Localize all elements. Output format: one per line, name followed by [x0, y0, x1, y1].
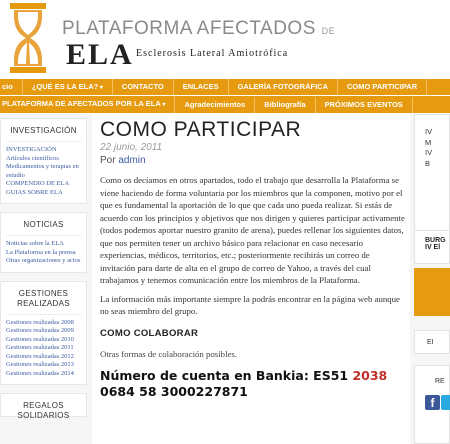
gestiones-link-0[interactable]: Gestiones realizadas 2008	[6, 318, 74, 326]
noticias-heading: NOTICIAS	[6, 217, 81, 236]
main-nav-item-4[interactable]: GALERÍA FOTOGRÁFICA	[229, 79, 338, 95]
gestiones-heading: GESTIONES REALIZADAS	[6, 286, 81, 315]
secondary-nav-item-2[interactable]: Bibliografía	[255, 97, 315, 113]
noticias-widget	[0, 212, 87, 273]
investigacion-link-0[interactable]: INVESTIGACIÓN	[6, 146, 57, 153]
gestiones-widget	[0, 281, 87, 386]
gestiones-link-6[interactable]: Gestiones realizadas 2014	[6, 369, 74, 377]
right-widget-burgos[interactable]	[414, 230, 450, 264]
account-label: Número de cuenta en Bankia: ES51	[100, 367, 349, 383]
gestiones-link-5[interactable]: Gestiones realizadas 2013	[6, 361, 74, 368]
post-date: 22 junio, 2011	[100, 142, 163, 153]
noticias-link-1[interactable]: La Plataforma en la prensa	[6, 248, 76, 256]
noticias-link-2[interactable]: Otras organizaciones y actos	[6, 257, 81, 264]
main-nav	[0, 79, 450, 95]
info-paragraph: La información más importante siempre la podrás encontrar en la página web aunque no seas miembro del grupo.	[100, 293, 400, 316]
left-sidebar	[0, 118, 87, 425]
main-nav-item-1[interactable]: ¿QUÉ ES LA ELA? ▾	[23, 79, 113, 95]
gestiones-link-4[interactable]: Gestiones realizadas 2012	[6, 352, 74, 360]
investigacion-links	[6, 146, 81, 197]
twitter-icon[interactable]	[441, 395, 450, 410]
author-link[interactable]: admin	[118, 155, 146, 166]
gestiones-link-2[interactable]: Gestiones realizadas 2010	[6, 335, 74, 343]
main-nav-item-0[interactable]: cio	[0, 79, 23, 95]
investigacion-link-3[interactable]: COMPENDIO DE ELA	[6, 180, 70, 187]
site-title[interactable]	[62, 18, 335, 40]
right-widget-burgos-text: BURG IV El	[425, 237, 446, 251]
colaborar-text: Otras formas de colaboración posibles.	[100, 348, 238, 359]
investigacion-heading: INVESTIGACIÓN	[6, 123, 81, 142]
main-content	[100, 118, 405, 400]
right-widget-top	[414, 114, 450, 232]
site-subtitle: Esclerosis Lateral Amiotrófica	[136, 48, 289, 59]
account-number: 0684 58 3000227871	[100, 383, 248, 399]
right-widget-middle	[414, 330, 450, 354]
gestiones-link-1[interactable]: Gestiones realizadas 2009	[6, 327, 74, 334]
post-author	[100, 155, 405, 166]
secondary-nav-item-3[interactable]: PRÓXIMOS EVENTOS	[316, 97, 413, 113]
right-orange-banner[interactable]	[414, 268, 450, 316]
regalos-widget	[0, 393, 87, 420]
ela-logo-text[interactable]: ELA	[66, 38, 134, 71]
secondary-nav	[0, 96, 450, 113]
investigacion-widget	[0, 118, 87, 204]
investigacion-link-2[interactable]: Medicamentos y terapias en estudio	[6, 163, 79, 179]
noticias-link-0[interactable]: Noticias sobre la ELA	[6, 240, 64, 247]
facebook-icon[interactable]: f	[425, 395, 440, 410]
right-widget-social-text: RE	[435, 378, 445, 385]
como-colaborar-heading: COMO COLABORAR	[100, 327, 199, 339]
secondary-nav-item-1[interactable]: Agradecimientos	[175, 97, 255, 113]
right-widget-top-text: IV M IV B	[425, 127, 433, 168]
main-nav-item-2[interactable]: CONTACTO	[113, 79, 174, 95]
site-title-suffix: DE	[321, 26, 336, 36]
regalos-heading: REGALOS SOLIDARIOS	[17, 401, 70, 420]
intro-paragraph: Como os decíamos en otros apartados, todo el trabajo que desarrolla la Plataforma se viene haciendo de forma voluntaria por los miembros que la componen, motivo por el que es fundamental la aportación de lo que que cada uno pueda realizar. Si estás de acuerdo con los principios y objetivos que nos dirigen y quieres participar activamente (todos podemos aportar nuestro granito de arena), puedes rellenar los siguientes datos, que nos permiten tener un archivo básico para relacionar en caso necesario experiencias, médicos, territorios, etc.; posteriormente recibirás un correo de invitación para darte de alta en el grupo de correo de Yahoo, a través del cual trabajamos y tenemos comunicación entre los miembros de la Plataforma.	[100, 175, 405, 285]
secondary-nav-item-0[interactable]: PLATAFORMA DE AFECTADOS POR LA ELA ▾	[0, 96, 175, 113]
investigacion-link-4[interactable]: GUIAS SOBRE ELA	[6, 188, 63, 196]
site-header	[0, 0, 450, 78]
investigacion-link-1[interactable]: Artículos científicos	[6, 154, 59, 162]
main-nav-item-3[interactable]: ENLACES	[174, 79, 229, 95]
author-prefix: Por	[100, 155, 116, 166]
gestiones-links	[6, 319, 81, 379]
bank-account	[100, 368, 405, 400]
right-widget-middle-text: EI	[427, 339, 434, 346]
hourglass-logo-icon[interactable]	[8, 2, 48, 74]
main-nav-item-5[interactable]: COMO PARTICIPAR	[338, 79, 427, 95]
account-code: 2038	[352, 367, 388, 383]
page-title: COMO PARTICIPAR	[100, 118, 302, 141]
site-title-text: PLATAFORMA AFECTADOS	[62, 18, 316, 39]
gestiones-link-3[interactable]: Gestiones realizadas 2011	[6, 344, 74, 351]
noticias-links	[6, 240, 81, 266]
